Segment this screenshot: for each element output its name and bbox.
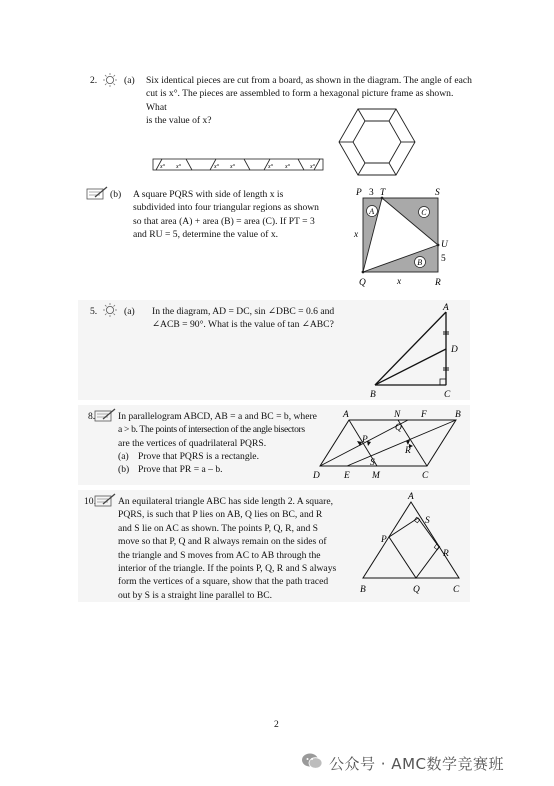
label-c: C [453,585,460,595]
label-r: R [405,446,411,456]
angle-label: x° [310,164,316,170]
label-s: S [425,516,430,526]
label-d: D [313,471,320,481]
q10-number: 10. [84,496,96,507]
label-side-left: x [354,230,359,240]
q10-line-6: interior of the triangle. If the points P, Q, R and S always [118,563,337,575]
q10-line-3: and S lie on AC as shown. The points P, Q, R, and S [118,522,318,534]
label-c: C [444,390,451,400]
q5-line-1: In the diagram, AD = DC, sin ∠DBC = 0.6 and [152,306,335,317]
angle-label: x° [214,164,220,170]
q2b-text [133,188,328,242]
q5-text [152,305,362,332]
q8-item-a [118,450,318,463]
parallelogram-abcd-diagram [310,408,468,484]
board-strip-diagram [152,155,327,175]
angle-label: x° [176,164,182,170]
q2b-line-1: A square PQRS with side of length x is [133,189,284,200]
label-m: M [372,471,380,481]
q10-line-7: form the vertices of a square, show that the path traced [118,576,329,588]
q10-line-1: An equilateral triangle ABC has side length 2. A square, [118,496,334,507]
label-p: P [362,435,368,445]
label-a: A [443,303,449,313]
q8-item-b-label: (b) [118,464,130,476]
q2b-label: (b) [110,189,122,200]
q2-number: 2. [90,75,98,86]
angle-label: x° [160,164,166,170]
strip-angle-labels [159,163,316,170]
q2a-line-1: Six identical pieces are cut from a board, as shown in the diagram. The angle of each [146,75,472,86]
label-r: R [443,549,449,559]
q2b-line-2: subdivided into four triangular regions as shown [133,202,319,214]
angle-label: x° [268,164,274,170]
q8-item-a-text: Prove that PQRS is a rectangle. [138,451,259,462]
page-number: 2 [274,719,279,730]
angle-label: x° [230,164,236,170]
triangle-square-diagram [355,492,467,598]
label-s: S [435,188,440,198]
lightbulb-icon [101,302,119,323]
label-q: Q [359,278,366,288]
label-ru: 5 [441,254,446,264]
q10-line-5: the triangle and S moves from AC to AB through the [118,549,321,561]
q2a-label: (a) [124,75,135,86]
square-pqrs-diagram [350,188,450,290]
label-a: A [343,410,349,420]
q8-item-b-text: Prove that PR = a – b. [138,464,223,476]
pencil-notebook-icon [94,408,116,427]
label-f: F [421,410,427,420]
hexagon-frame-diagram [338,107,416,177]
label-u: U [441,240,448,250]
q10-line-8: out by S is a straight line parallel to BC. [118,589,273,601]
label-pt: 3 [369,188,374,198]
region-a-label: A [369,207,375,216]
label-t: T [380,188,386,198]
q8-line-1: In parallelogram ABCD, AB = a and BC = b, where [118,411,317,422]
label-d: D [451,345,458,355]
watermark [301,752,504,775]
q8-line-2: a > b. The points of intersection of the angle bisectors [118,424,305,436]
q8-items [118,450,318,477]
pencil-notebook-icon [86,186,108,205]
label-b: B [360,585,366,595]
label-b: B [370,390,376,400]
q8-item-a-label: (a) [118,451,129,462]
triangle-abc-diagram [365,302,465,400]
label-p: P [381,535,387,545]
label-a: A [408,492,414,502]
q5-number: 5. [90,306,98,317]
label-side-bottom: x [397,277,402,287]
q10-text [118,495,358,602]
pencil-notebook-icon [94,493,116,512]
label-q: Q [413,585,420,595]
q2a-line-2: cut is x°. The pieces are assembled to form a hexagonal picture frame as shown. What [146,88,454,113]
q8-text [118,410,318,450]
label-b: B [455,410,461,420]
region-b-label: B [417,258,423,267]
q10-line-2: PQRS, is such that P lies on AB, Q lies on BC, and R [118,509,323,521]
label-e: E [344,471,350,481]
watermark-text: 公众号 · AMC数学竞赛班 [329,755,504,773]
label-s: S [370,458,375,468]
region-c-label: C [421,208,427,217]
q8-line-3: are the vertices of quadrilateral PQRS. [118,437,267,449]
q5-part-label: (a) [124,306,135,317]
label-p: P [356,188,362,198]
label-n: N [394,410,401,420]
wechat-icon [301,752,323,775]
label-q: Q [395,423,402,433]
q5-line-2: ∠ACB = 90°. What is the value of tan ∠ABC? [152,319,334,331]
angle-label: x° [285,164,291,170]
q8-item-b [118,463,318,476]
q8-number: 8. [88,411,96,422]
q2b-line-3: so that area (A) + area (B) = area (C). If PT = 3 [133,215,315,227]
q2a-text [146,74,476,128]
label-r: R [435,278,441,288]
q2b-line-4: and RU = 5, determine the value of x. [133,229,279,241]
label-c: C [422,471,429,481]
q10-line-4: move so that P, Q and R always remain on the sides of [118,536,327,548]
lightbulb-icon [101,72,119,93]
q2a-line-3: is the value of x? [146,115,212,127]
